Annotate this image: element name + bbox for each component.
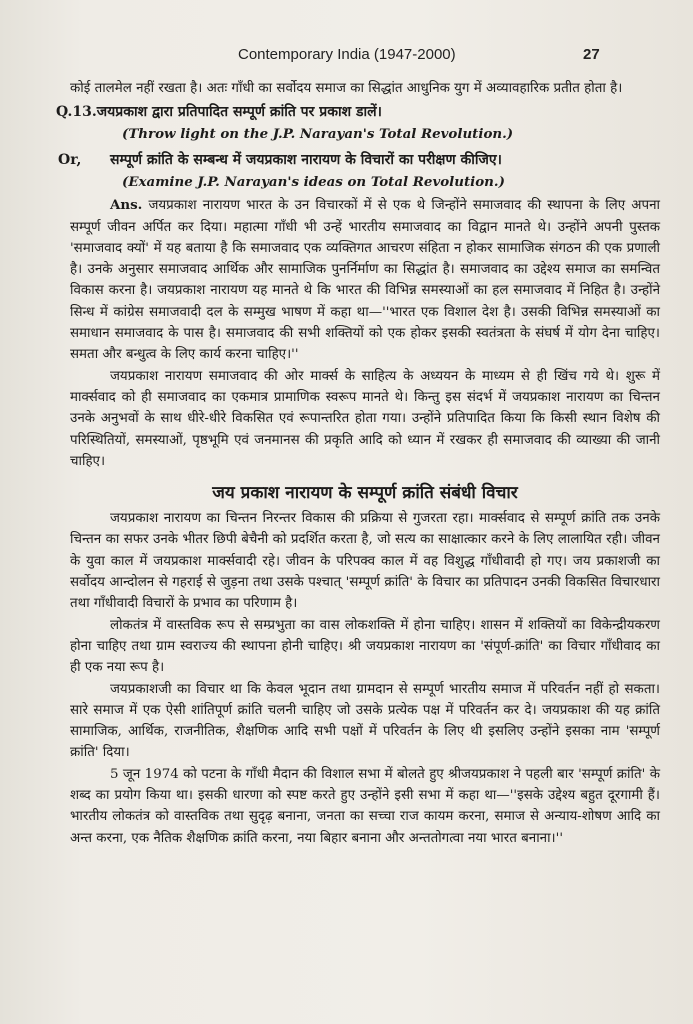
answer-paragraph-2: जयप्रकाश नारायण समाजवाद की ओर मार्क्स के साहित्य के अध्ययन के माध्यम से ही खिंच गये थे। शुरू में मार्क्सवाद को ही समाजवाद का एकमात्र प्रामाणिक स्वरूप मानते थे। किन्तु इस संदर्भ में जयप्रकाश नारायण का चिन्तन उनके अनुभवों के साथ धीरे-धीरे विकसित एवं रूपान्तरित होता गया। उन्होंने प्रतिपादित किया कि किसी स्थान विशेष की परिस्थितियों, समस्याओं, पृष्ठभूमि एवं जनमानस की प्रकृति आदि को ध्यान में रखकर ही समाजवाद की व्याख्या की जानी चाहिए। [70,368,660,469]
question-english: (Throw light on the J.P. Narayan's Total Revolution.) [122,126,514,143]
section-paragraph-2: लोकतंत्र में वास्तविक रूप से सम्प्रभुता का वास लोकशक्ति में होना चाहिए। शासन में शक्तियों का विकेन्द्रीयकरण होना चाहिए तथा ग्राम स्वराज्य की स्थापना होनी चाहिए। श्री जयप्रकाश नारायण का 'संपूर्ण-क्रांति' का विचार गाँधीवाद का ही एक नया रूप है। [70,617,660,676]
section-heading: जय प्रकाश नारायण के सम्पूर्ण क्रांति संबंधी विचार [212,483,518,504]
or-label: Or, [58,152,82,169]
answer-paragraph-1 [70,195,660,365]
section-paragraph-3: जयप्रकाशजी का विचार था कि केवल भूदान तथा ग्रामदान से सम्पूर्ण भारतीय समाज में परिवर्तन नहीं हो सकता। सारे समाज में एक ऐसी शांतिपूर्ण क्रांति चलनी चाहिए जो उसके प्रत्येक पक्ष में परिवर्तन कर दे। जयप्रकाश की यह क्रांति सामाजिक, आर्थिक, राजनीतिक, शैक्षणिक आदि सभी पक्षों में परिवर्तन के लिए थी इसलिए उन्होंने इसका नाम 'सम्पूर्ण क्रांति' दिया। [70,681,660,761]
or-question-english: (Examine J.P. Narayan's ideas on Total Revolution.) [122,174,505,191]
answer-label: Ans. [110,197,143,214]
page-body [56,78,661,849]
opening-paragraph: कोई तालमेल नहीं रखता है। अतः गाँधी का सर्वोदय समाज का सिद्धांत आधुनिक युग में अव्यावहारिक प्रतीत होता है। [70,81,623,96]
page-header [0,46,693,68]
running-head: Contemporary India (1947-2000) [238,46,456,63]
answer-text-1: जयप्रकाश नारायण भारत के उन विचारकों में से एक थे जिन्होंने समाजवाद की स्थापना के लिए अपना सम्पूर्ण जीवन अर्पित कर दिया। महात्मा गाँधी भी उन्हें भारतीय समाजवाद का विद्वान मानते थे। उन्होंने अपनी पुस्तक 'समाजवाद क्यों' में यह बताया है कि समाजवाद एक व्यक्तिगत आचरण संहिता न होकर सामाजिक संगठन की एक प्रणाली है। उनके अनुसार समाजवाद आर्थिक और सामाजिक पुनर्निर्माण का सिद्धांत है। समाजवाद का उद्देश्य समाज का समन्वित विकास करना है। जयप्रकाश नारायण यह मानते थे कि भारत की विभिन्न समस्याओं का हल समाजवाद में निहित है। उन्होंने सिन्ध में कांग्रेस समाजवादी दल के सम्मुख भाषण में कहा था—''भारत एक विशाल देश है। उसकी विभिन्न समस्याओं का समाधान समाजवाद के पास है। समाजवाद की सभी शक्तियों को एक होकर इसकी स्वतंत्रता के संघर्ष में योग देना चाहिए। समता और बन्धुत्व के लिए कार्य करना चाहिए।'' [70,198,661,363]
or-question-heading [58,149,660,171]
page-number: 27 [583,46,600,63]
or-question-text: सम्पूर्ण क्रांति के सम्बन्ध में जयप्रकाश नारायण के विचारों का परीक्षण कीजिए। [110,152,502,169]
question-label: Q.13. [56,104,97,121]
section-paragraph-1: जयप्रकाश नारायण का चिन्तन निरन्तर विकास की प्रक्रिया से गुजरता रहा। मार्क्सवाद से सम्पूर्ण क्रांति तक उनके चिन्तन का सफर उनके भीतर छिपी बेचैनी को प्रदर्शित करता है, जो सत्य का साक्षात्कार करने के लिए लालायित रही। जीवन के युवा काल में जयप्रकाश मार्क्सवादी रहे। जीवन के परिपक्व काल में वह विशुद्ध गाँधीवादी हो गए। जय प्रकाशजी का सर्वोदय आन्दोलन से गहराई से जुड़ना तथा उसके पश्चात् 'सम्पूर्ण क्रांति' के विचार का प्रतिपादन उनकी विकसित विचारधारा तथा गाँधीवादी विचारों के प्रभाव का परिणाम है। [70,511,660,612]
section-paragraph-4: 5 जून 1974 को पटना के गाँधी मैदान की विशाल सभा में बोलते हुए श्रीजयप्रकाश ने पहली बार 'सम्पूर्ण क्रांति' के शब्द का प्रयोग किया था। इसकी धारणा को स्पष्ट करते हुए उन्होंने इसी सभा में कहा था—''इसके उद्देश्य बहुत दूरगामी हैं। भारतीय लोकतंत्र को वास्तविक तथा सुदृढ़ बनाना, जनता का सच्चा राज कायम करना, समाज से अन्याय-शोषण आदि का अन्त करना, एक नैतिक शैक्षणिक क्रांति करना, नया बिहार बनाना और अन्ततोगत्वा नया भारत बनाना।'' [70,766,660,846]
question-text: जयप्रकाश द्वारा प्रतिपादित सम्पूर्ण क्रांति पर प्रकाश डालें। [96,104,382,121]
question-heading [56,101,660,123]
